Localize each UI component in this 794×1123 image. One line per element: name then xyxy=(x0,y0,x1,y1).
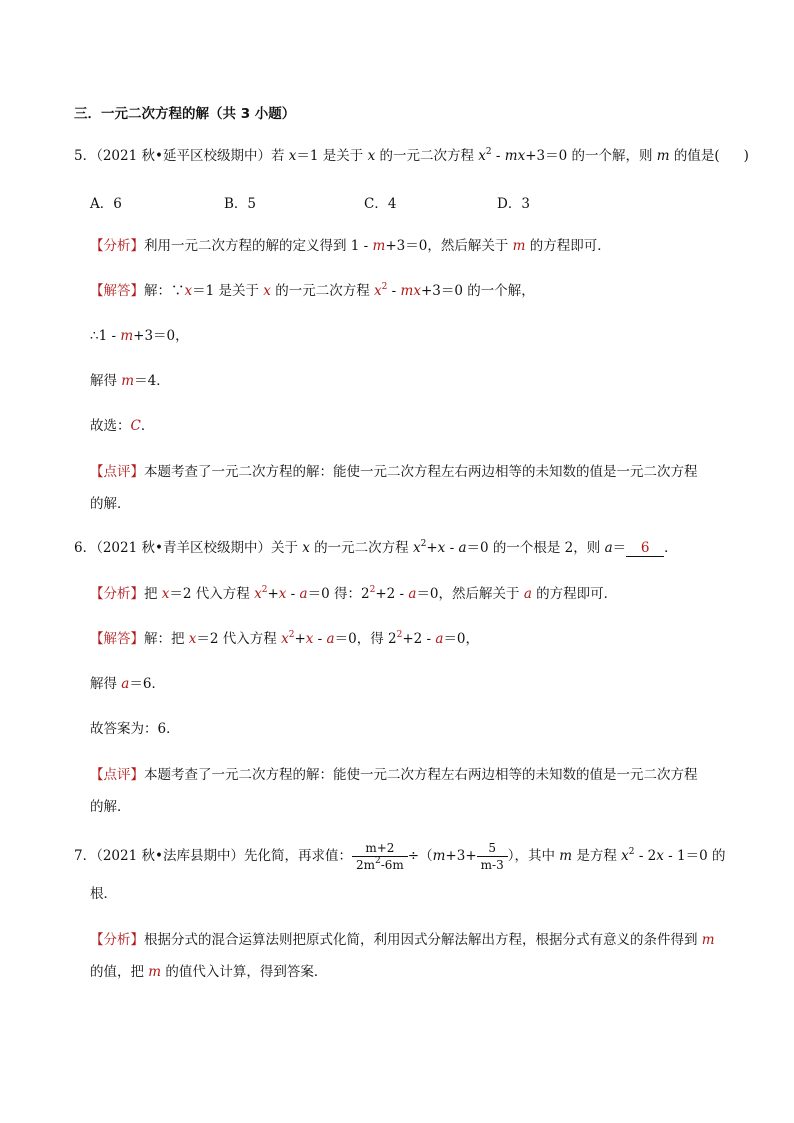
variable: x xyxy=(161,586,170,602)
analysis-text: ＝0，然后解关于 xyxy=(416,586,524,602)
variable: a xyxy=(326,631,335,647)
exponent: 2 xyxy=(420,539,427,549)
fraction-denominator xyxy=(352,857,408,873)
variable: m xyxy=(148,964,162,980)
variable: mx xyxy=(400,283,421,299)
question-number: 6． xyxy=(74,540,97,556)
question-7-stem xyxy=(74,834,726,878)
stem-text: ），其中 xyxy=(507,848,560,864)
variable: x xyxy=(184,283,193,299)
variable: x xyxy=(263,283,271,299)
analysis-text: 的值代入计算，得到答案． xyxy=(161,964,328,980)
variable: m xyxy=(559,848,573,864)
fraction-denominator: m-3 xyxy=(480,858,504,872)
step-text: ＝6． xyxy=(129,676,165,692)
solution-text: 解：∵ xyxy=(144,283,185,299)
variable: x xyxy=(302,540,310,556)
stem-text: 先化简，再求值： xyxy=(243,848,352,864)
exponent: 2 xyxy=(396,630,403,640)
variable: a xyxy=(523,586,532,602)
option-c[interactable]: C．4 xyxy=(364,196,397,212)
analysis-text: ＝2 代入方程 xyxy=(169,586,255,602)
variable: mx xyxy=(504,148,526,164)
exponent: 2 xyxy=(485,147,492,157)
analysis-text: 利用一元二次方程的解的定义得到 1 - xyxy=(144,238,373,254)
variable: x xyxy=(281,631,289,647)
variable: a xyxy=(121,676,130,692)
q6-step-1 xyxy=(90,674,165,694)
denominator-text: -6m xyxy=(380,858,404,872)
stem-text: +3＝0 的一个解，则 xyxy=(525,148,657,164)
exponent: 2 xyxy=(374,856,381,866)
variable: x xyxy=(478,148,486,164)
q5-comment xyxy=(90,462,698,482)
variable: x xyxy=(188,631,197,647)
comment-tag: 【点评】 xyxy=(90,767,144,783)
stem-text: ＝1 是关于 xyxy=(296,148,368,164)
fraction-numerator: 5 xyxy=(477,840,508,857)
analysis-text: 的值，把 xyxy=(90,964,149,980)
analysis-text: +3＝0，然后解关于 xyxy=(385,238,513,254)
stem-text: ＝0 的一个根是 2，则 xyxy=(466,540,605,556)
solution-text: - xyxy=(313,631,327,647)
variable: m xyxy=(656,148,670,164)
question-source: （2021 秋•延平区校级期中） xyxy=(96,148,271,164)
variable: x xyxy=(374,283,382,299)
q6-analysis xyxy=(90,584,617,604)
stem-text: - xyxy=(445,540,459,556)
step-text: 故选： xyxy=(90,418,131,434)
stem-text: ＝ xyxy=(612,540,627,556)
q6-step-2: 故答案为：6． xyxy=(90,721,180,737)
question-number: 7． xyxy=(74,848,97,864)
variable: a xyxy=(458,540,467,556)
analysis-tag: 【分析】 xyxy=(90,586,144,602)
solution-text: ＝1 是关于 xyxy=(192,283,264,299)
solution-tag: 【解答】 xyxy=(90,631,144,647)
step-text: 解得 xyxy=(90,373,122,389)
variable: x xyxy=(412,540,421,556)
question-6-stem xyxy=(74,538,678,558)
variable: x xyxy=(278,586,287,602)
answer-blank[interactable]: 6 xyxy=(626,540,664,557)
step-text: +3＝0， xyxy=(133,328,189,344)
analysis-text: 的方程即可． xyxy=(531,586,618,602)
section-title: 三．一元二次方程的解（共 3 小题） xyxy=(74,106,296,122)
variable: m xyxy=(121,373,135,389)
option-d[interactable]: D．3 xyxy=(497,196,530,212)
denominator-text: 2m xyxy=(355,858,375,872)
variable: x xyxy=(305,631,314,647)
solution-text: ＝0，得 2 xyxy=(334,631,397,647)
comment-tag: 【点评】 xyxy=(90,464,144,480)
variable: m xyxy=(701,932,715,948)
stem-text: - 2 xyxy=(634,848,657,864)
variable: x xyxy=(621,848,629,864)
stem-text: 的值是( xyxy=(669,148,720,164)
q7-analysis xyxy=(90,930,715,950)
question-source: （2021 秋•法库县期中） xyxy=(96,848,244,864)
stem-text: ． xyxy=(664,540,678,556)
variable: x xyxy=(437,540,446,556)
stem-text: - 1＝0 的 xyxy=(663,848,726,864)
stem-text: 的一元二次方程 xyxy=(375,148,479,164)
option-b[interactable]: B．5 xyxy=(224,196,257,212)
variable: a xyxy=(604,540,613,556)
q5-solution xyxy=(90,281,535,301)
fraction-2 xyxy=(477,840,508,873)
variable: x xyxy=(367,148,376,164)
analysis-text: ＝0 得：2 xyxy=(307,586,370,602)
stem-text: ) xyxy=(743,148,749,164)
stem-text: 若 xyxy=(270,148,289,164)
variable: x xyxy=(254,586,262,602)
stem-text: +3+ xyxy=(445,848,477,864)
q5-step-1 xyxy=(90,326,189,346)
q5-analysis xyxy=(90,236,611,256)
analysis-text: + xyxy=(267,586,279,602)
solution-text: + xyxy=(294,631,306,647)
fraction-numerator: m+2 xyxy=(352,840,408,857)
analysis-text: 的方程即可． xyxy=(525,238,611,254)
stem-text: 的一元二次方程 xyxy=(309,540,413,556)
q6-solution xyxy=(90,629,479,649)
variable: m xyxy=(512,238,526,254)
step-text: 解得 xyxy=(90,676,122,692)
analysis-text: +2 - xyxy=(375,586,409,602)
variable: a xyxy=(435,631,444,647)
solution-text: 解：把 xyxy=(144,631,189,647)
stem-text: 是方程 xyxy=(572,848,622,864)
variable: C xyxy=(130,418,141,434)
question-number: 5． xyxy=(74,148,97,164)
stem-text: 关于 xyxy=(270,540,303,556)
question-5-stem xyxy=(74,146,749,166)
comment-text: 本题考查了一元二次方程的解：能使一元二次方程左右两边相等的未知数的值是一元二次方程 xyxy=(144,464,698,480)
q5-step-2 xyxy=(90,371,170,391)
q6-comment xyxy=(90,765,698,785)
fraction-1 xyxy=(352,840,408,873)
step-text: ＝4． xyxy=(134,373,170,389)
variable: m xyxy=(372,238,386,254)
analysis-text: - xyxy=(286,586,300,602)
option-a[interactable]: A．6 xyxy=(90,196,122,212)
solution-text: +2 - xyxy=(402,631,436,647)
variable: a xyxy=(408,586,417,602)
q5-comment-cont: 的解． xyxy=(90,496,131,512)
exponent: 2 xyxy=(369,585,376,595)
solution-text: - xyxy=(387,283,401,299)
solution-text: +3＝0 的一个解， xyxy=(420,283,535,299)
exponent: 2 xyxy=(288,630,295,640)
variable: m xyxy=(120,328,134,344)
stem-text: ÷（ xyxy=(407,848,433,864)
exponent: 2 xyxy=(261,585,268,595)
solution-tag: 【解答】 xyxy=(90,283,144,299)
q6-comment-cont: 的解． xyxy=(90,799,131,815)
stem-text: + xyxy=(426,540,438,556)
variable: x xyxy=(288,148,297,164)
question-7-stem-cont: 根． xyxy=(90,886,117,902)
variable: m xyxy=(432,848,446,864)
step-text: ． xyxy=(140,418,155,434)
analysis-tag: 【分析】 xyxy=(90,238,144,254)
exponent: 2 xyxy=(381,282,388,292)
analysis-tag: 【分析】 xyxy=(90,932,144,948)
exponent: 2 xyxy=(628,847,635,857)
q5-step-3 xyxy=(90,416,154,436)
solution-text: 的一元二次方程 xyxy=(270,283,375,299)
analysis-text: 根据分式的混合运算法则把原式化简，利用因式分解法解出方程，根据分式有意义的条件得到 xyxy=(144,932,702,948)
comment-text: 本题考查了一元二次方程的解：能使一元二次方程左右两边相等的未知数的值是一元二次方程 xyxy=(144,767,698,783)
analysis-text: 把 xyxy=(144,586,162,602)
q7-analysis-cont xyxy=(90,962,327,982)
variable: a xyxy=(299,586,308,602)
variable: x xyxy=(656,848,664,864)
stem-text: - xyxy=(491,148,505,164)
solution-text: ＝0， xyxy=(443,631,480,647)
step-text: ∴1 - xyxy=(90,328,121,344)
question-source: （2021 秋•青羊区校级期中） xyxy=(96,540,271,556)
solution-text: ＝2 代入方程 xyxy=(196,631,282,647)
